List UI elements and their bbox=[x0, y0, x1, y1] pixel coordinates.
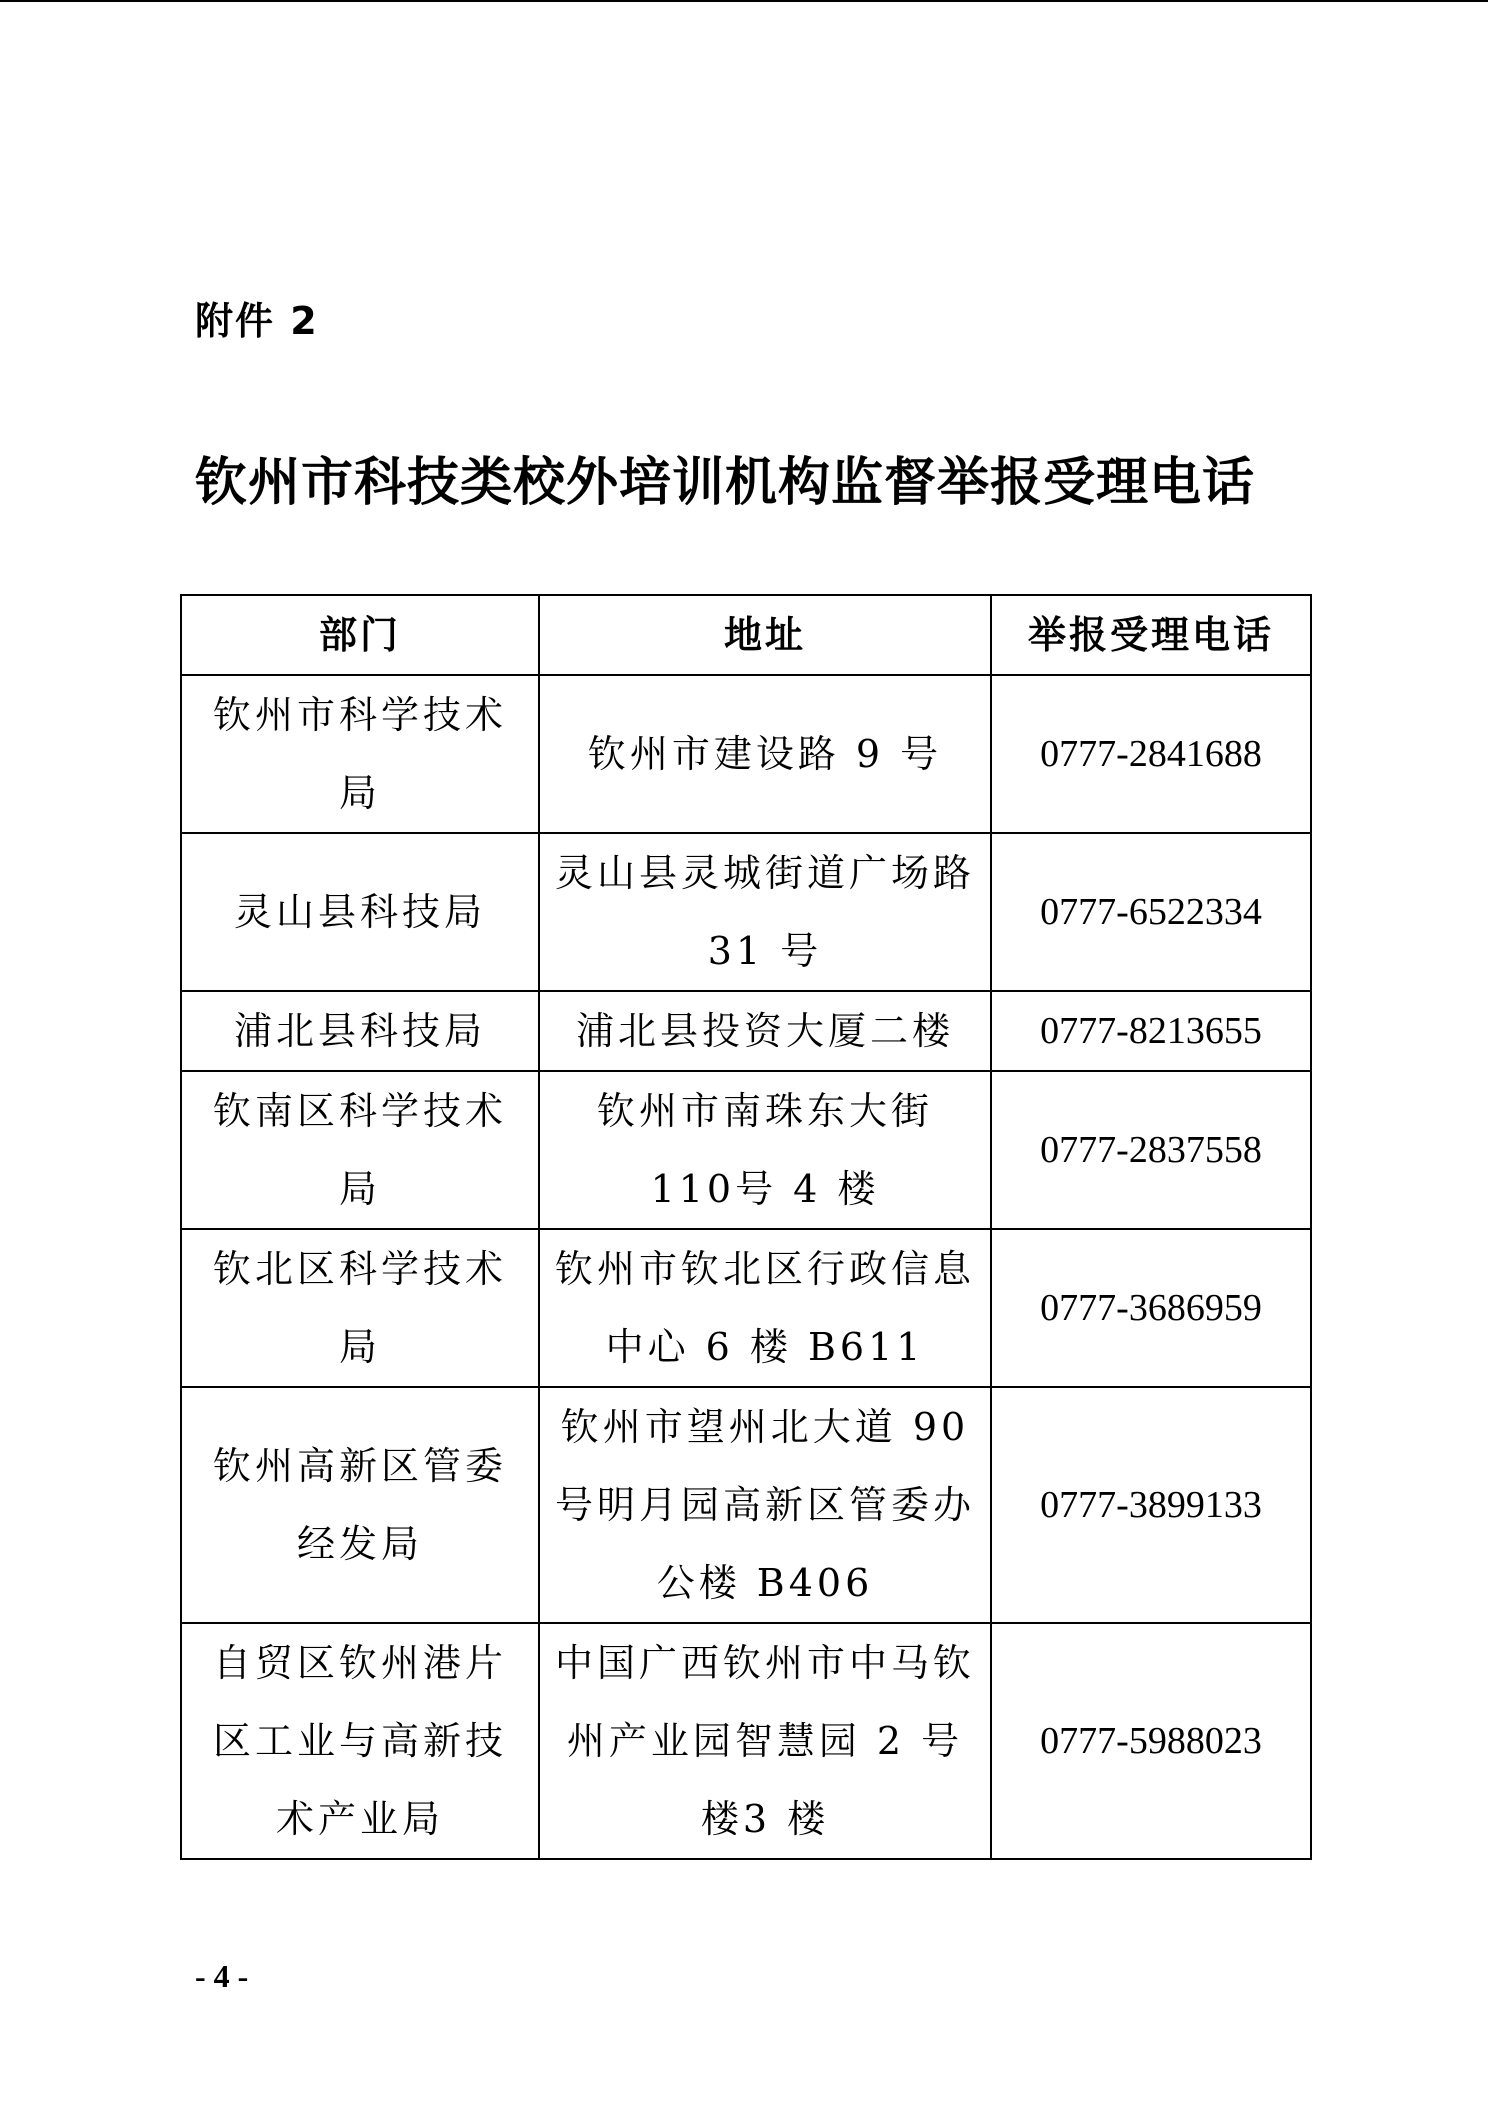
phone-cell: 0777-2841688 bbox=[991, 675, 1311, 833]
table-row bbox=[181, 1229, 1311, 1387]
column-header-department: 部门 bbox=[181, 595, 539, 675]
phone-cell: 0777-8213655 bbox=[991, 991, 1311, 1071]
department-cell: 钦南区科学技术局 bbox=[181, 1071, 539, 1229]
document-title: 钦州市科技类校外培训机构监督举报受理电话 bbox=[195, 453, 1256, 513]
table-row bbox=[181, 1387, 1311, 1623]
table-row bbox=[181, 833, 1311, 991]
address-cell: 钦州市钦北区行政信息中心 6 楼 B611 bbox=[539, 1229, 991, 1387]
department-cell: 灵山县科技局 bbox=[181, 833, 539, 991]
department-cell: 浦北县科技局 bbox=[181, 991, 539, 1071]
top-border-line bbox=[0, 0, 1488, 2]
address-cell: 钦州市建设路 9 号 bbox=[539, 675, 991, 833]
contact-table bbox=[180, 594, 1312, 1860]
address-cell: 钦州市南珠东大街 110号 4 楼 bbox=[539, 1071, 991, 1229]
phone-cell: 0777-3686959 bbox=[991, 1229, 1311, 1387]
phone-cell: 0777-6522334 bbox=[991, 833, 1311, 991]
page-number: - 4 - bbox=[195, 1958, 249, 1994]
department-cell: 自贸区钦州港片区工业与高新技术产业局 bbox=[181, 1623, 539, 1859]
attachment-label: 附件 2 bbox=[195, 299, 319, 343]
department-cell: 钦州高新区管委经发局 bbox=[181, 1387, 539, 1623]
department-cell: 钦州市科学技术局 bbox=[181, 675, 539, 833]
address-cell: 中国广西钦州市中马钦州产业园智慧园 2 号楼3 楼 bbox=[539, 1623, 991, 1859]
phone-cell: 0777-2837558 bbox=[991, 1071, 1311, 1229]
phone-cell: 0777-5988023 bbox=[991, 1623, 1311, 1859]
address-cell: 浦北县投资大厦二楼 bbox=[539, 991, 991, 1071]
column-header-phone: 举报受理电话 bbox=[991, 595, 1311, 675]
address-cell: 钦州市望州北大道 90 号明月园高新区管委办公楼 B406 bbox=[539, 1387, 991, 1623]
table-header-row bbox=[181, 595, 1311, 675]
table-row bbox=[181, 991, 1311, 1071]
table-row bbox=[181, 675, 1311, 833]
department-cell: 钦北区科学技术局 bbox=[181, 1229, 539, 1387]
table-row bbox=[181, 1623, 1311, 1859]
column-header-address: 地址 bbox=[539, 595, 991, 675]
phone-cell: 0777-3899133 bbox=[991, 1387, 1311, 1623]
address-cell: 灵山县灵城街道广场路31 号 bbox=[539, 833, 991, 991]
table-row bbox=[181, 1071, 1311, 1229]
